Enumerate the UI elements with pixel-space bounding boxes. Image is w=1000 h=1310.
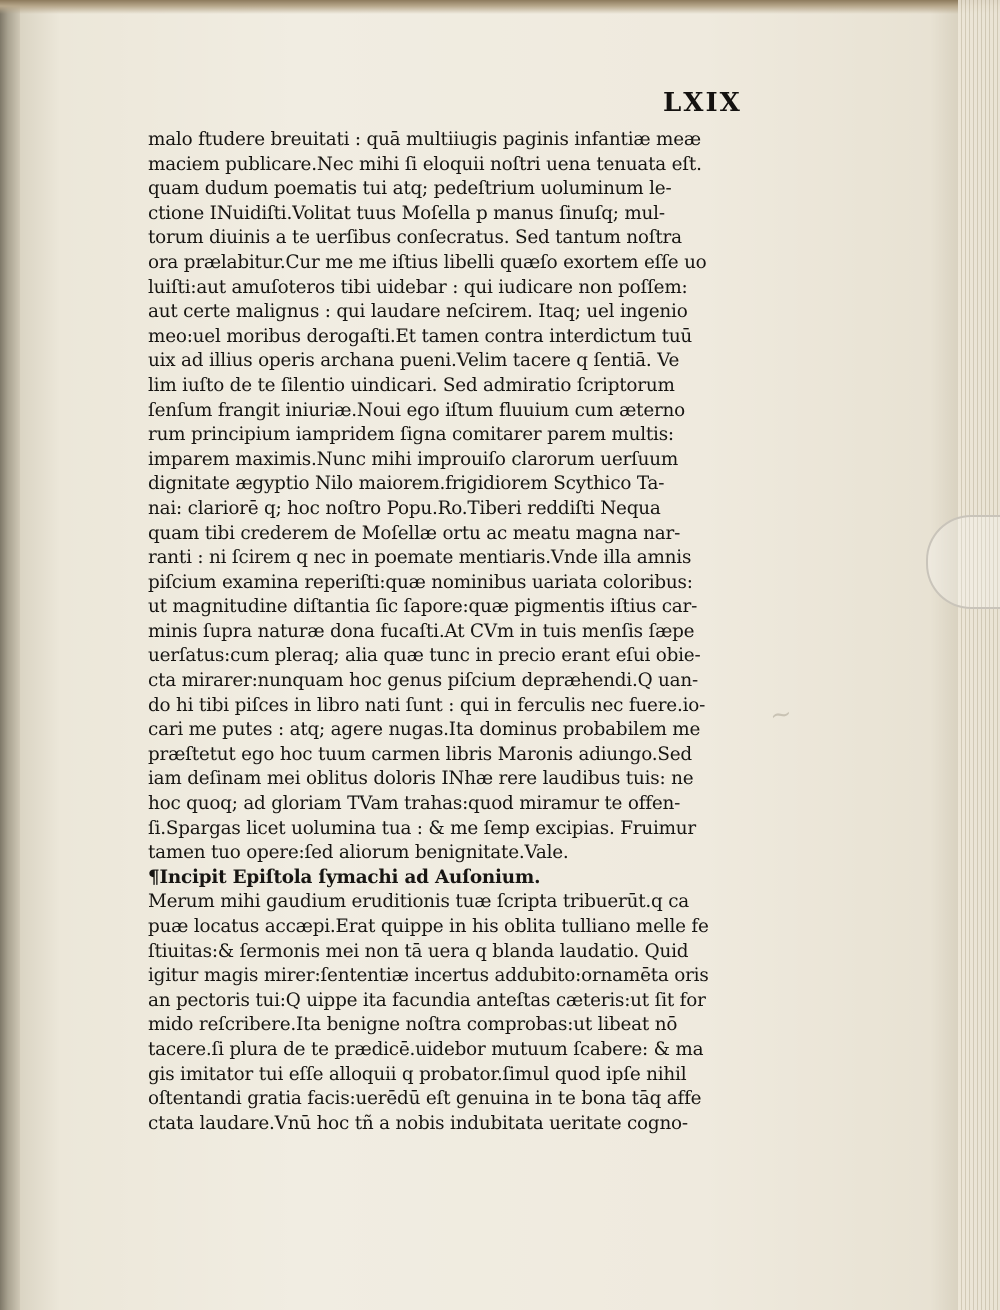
main-text-block [148,128,728,1136]
text-line: ſtiuitas:& ſermonis mei non tā uera q blanda laudatio. Quid [148,940,689,962]
text-line: præſtetut ego hoc tuum carmen libris Maronis adiungo.Sed [148,743,692,765]
text-line: ctata laudare.Vnū hoc tñ a nobis indubitata ueritate cogno- [148,1112,688,1134]
text-line: an pectoris tui:Q uippe ita facundia anteſtas cæteris:ut ſit for [148,989,706,1011]
text-line: aut certe malignus : qui laudare neſcirem. Itaq; uel ingenio [148,301,688,323]
text-line: igitur magis mirer:ſententiæ incertus addubito:ornamēta oris [148,965,709,987]
show-through-marginalia: ~ [768,698,795,732]
text-line: uerſatus:cum pleraq; alia quæ tunc in precio erant eſui obie- [148,645,701,667]
folio-number: LXIX [663,88,742,118]
text-line: ctione INuidiſti.Volitat tuus Moſella p manus ſinuſq; mul- [148,202,665,224]
text-line: lim iuſto de te ſilentio uindicari. Sed admiratio ſcriptorum [148,374,675,396]
text-line: dignitate ægyptio Nilo maiorem.frigidiorem Scythico Ta- [148,473,665,495]
text-line: gis imitator tui eſſe alloquii q probator.ſimul quod ipſe nihil [148,1063,687,1085]
text-line: maciem publicare.Nec mihi ſi eloquii noſtri uena tenuata eſt. [148,153,702,175]
section-heading-line: ¶Incipit Epiſtola ſymachi ad Auſonium. [148,866,541,888]
text-line: iam deſinam mei oblitus doloris INhæ rere laudibus tuis: ne [148,768,694,790]
top-binding-edge [0,0,1000,14]
text-line: oſtentandi gratia facis:uerēdū eſt genuina in te bona tāq affe [148,1088,702,1110]
text-line: cta mirarer:nunquam hoc genus piſcium depræhendi.Q uan- [148,670,699,692]
text-line: piſcium examina reperiſti:quæ nominibus uariata coloribus: [148,571,693,593]
text-line: puæ locatus accæpi.Erat quippe in his oblita tulliano melle fe [148,916,709,937]
text-line: tamen tuo opere:ſed aliorum benignitate.Vale. [148,842,569,864]
text-line: Merum mihi gaudium eruditionis tuæ ſcripta tribuerūt.q ca [148,891,690,913]
text-line: uix ad illius operis archana pueni.Velim tacere q ſentiā. Ve [148,350,680,372]
text-line: hoc quoq; ad gloriam TVam trahas:quod miramur te offen- [148,793,681,815]
text-line: meo:uel moribus derogaſti.Et tamen contra interdictum tuū [148,325,693,347]
text-line: luiſti:aut amuſoteros tibi uidebar : qui iudicare non poſſem: [148,276,688,298]
text-line: malo ftudere breuitati : quā multiiugis paginis infantiæ meæ [148,129,701,150]
text-line: rum principium iampridem ſigna comitarer parem multis: [148,424,674,446]
text-line: nai: clariorē q; hoc noſtro Popu.Ro.Tiberi reddiſti Nequa [148,497,661,519]
text-line: imparem maximis.Nunc mihi improuiſo clarorum uerſuum [148,448,679,470]
text-line: ranti : ni ſcirem q nec in poemate mentiaris.Vnde illa amnis [148,547,692,569]
text-line: quam dudum poematis tui atq; pedeſtrium uoluminum le- [148,178,672,200]
text-line: ut magnitudine diſtantia ſic ſapore:quæ pigmentis iſtius car- [148,596,698,618]
text-line: do hi tibi piſces in libro nati ſunt : qui in ferculis nec fuere.io- [148,694,706,716]
text-line: mido reſcribere.Ita benigne noſtra comprobas:ut libeat nō [148,1014,678,1036]
page-edges [958,0,1000,1310]
text-line: tacere.ſi plura de te prædicē.uidebor mutuum ſcabere: & ma [148,1038,704,1060]
text-line: ſenſum frangit iniuriæ.Noui ego iſtum fluuium cum æterno [148,399,686,421]
text-line: quam tibi crederem de Moſellæ ortu ac meatu magna nar- [148,522,681,544]
text-line: ſi.Spargas licet uolumina tua : & me ſemp excipias. Fruimur [148,817,696,839]
binding-gutter [0,0,20,1310]
text-line: minis ſupra naturæ dona fucaſti.At CVm in tuis menſis ſæpe [148,620,695,642]
text-line: torum diuinis a te uerſibus conſecratus. Sed tantum noſtra [148,227,682,249]
text-line: ora prælabitur.Cur me me iſtius libelli quæſo exortem eſſe uo [148,251,707,273]
text-line: cari me putes : atq; agere nugas.Ita dominus probabilem me [148,719,701,741]
page-clip [926,515,1000,609]
